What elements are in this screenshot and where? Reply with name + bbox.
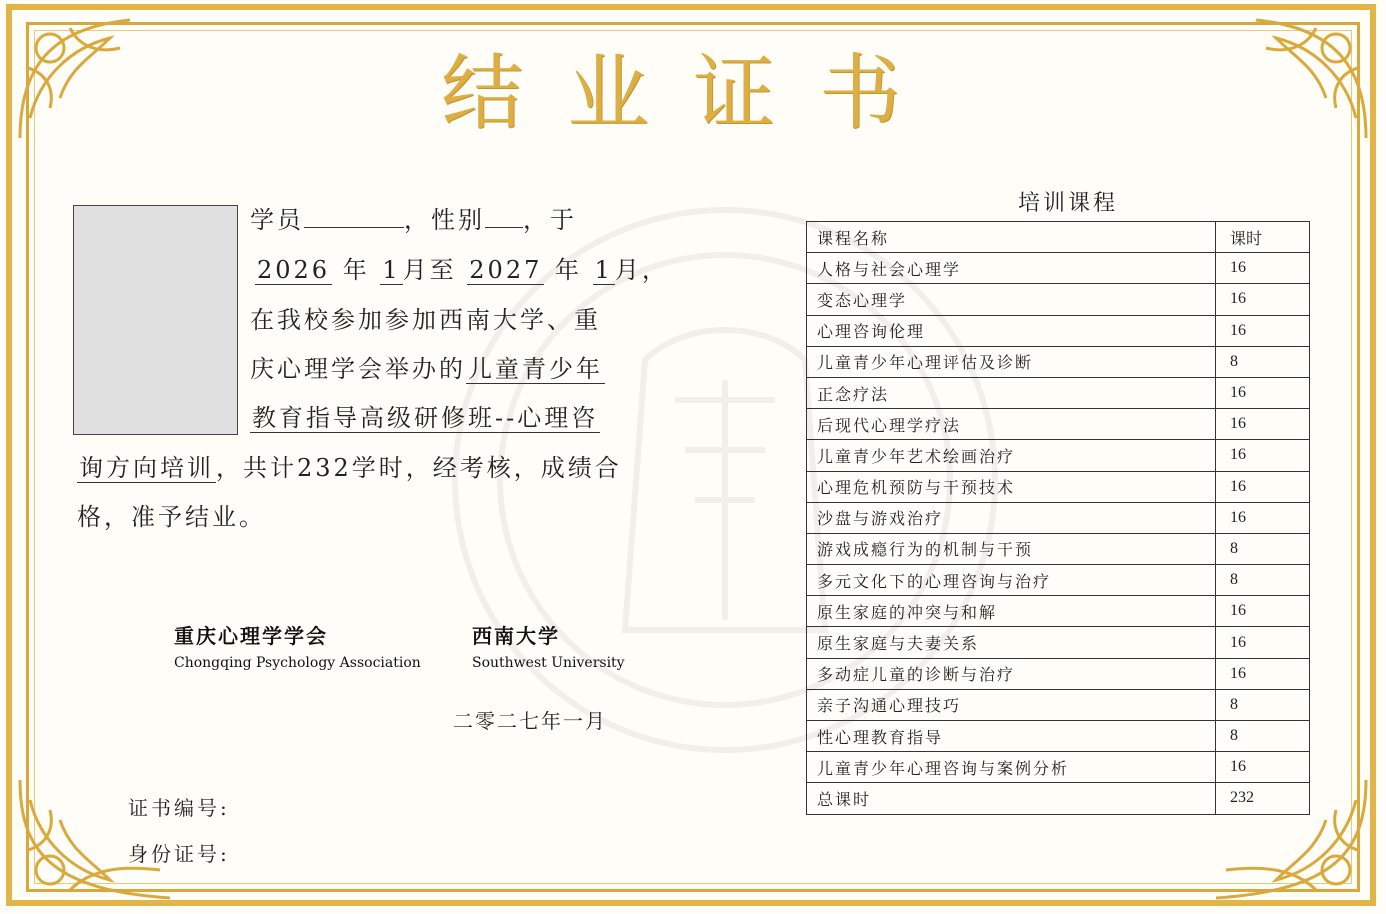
certificate-title: 结业证书 [440, 46, 945, 141]
table-row [807, 315, 1310, 346]
photo-placeholder [73, 205, 238, 435]
course-name-cell: 儿童青少年心理咨询与案例分析 [807, 752, 1216, 783]
table-row [807, 502, 1310, 533]
course-hours-cell: 16 [1216, 752, 1310, 783]
table-row [807, 658, 1310, 689]
course-name-cell: 儿童青少年心理评估及诊断 [807, 346, 1216, 377]
table-row [807, 721, 1310, 752]
body-line-1 [250, 200, 577, 235]
issuer-name-en: Chongqing Psychology Association [174, 655, 421, 671]
body-line-3: 在我校参加参加西南大学、重 [250, 306, 601, 334]
issuer-chongqing-psychology-association [174, 620, 421, 671]
course-hours-cell: 232 [1216, 783, 1310, 814]
table-row [807, 752, 1310, 783]
table-row [807, 377, 1310, 408]
course-hours-cell: 16 [1216, 471, 1310, 502]
body-line-5 [250, 398, 600, 433]
course-hours-cell: 16 [1216, 284, 1310, 315]
end-month: 1 [594, 256, 613, 284]
table-row [807, 565, 1310, 596]
course-name-cell: 心理咨询伦理 [807, 315, 1216, 346]
body-line-4 [250, 349, 605, 384]
total-row [807, 783, 1310, 814]
year-char-2: 年 [555, 256, 582, 284]
courses-table-title: 培训课程 [1018, 191, 1119, 216]
body-line-7: 格，准予结业。 [77, 503, 266, 531]
course-name-cell: 变态心理学 [807, 284, 1216, 315]
program-name-part-1: 儿童青少年 [468, 355, 603, 383]
gender-label: ，性别 [404, 206, 485, 234]
student-label: 学员 [250, 206, 304, 234]
course-name-cell: 沙盘与游戏治疗 [807, 502, 1216, 533]
issuer-name-zh: 西南大学 [472, 624, 560, 648]
course-name-cell: 总课时 [807, 783, 1216, 814]
course-hours-cell: 8 [1216, 346, 1310, 377]
course-hours-cell: 16 [1216, 658, 1310, 689]
course-name-cell: 游戏成瘾行为的机制与干预 [807, 533, 1216, 564]
course-hours-cell: 8 [1216, 565, 1310, 596]
course-name-cell: 原生家庭与夫妻关系 [807, 627, 1216, 658]
body-line-2 [255, 250, 669, 285]
table-row [807, 409, 1310, 440]
course-hours-cell: 8 [1216, 721, 1310, 752]
course-name-cell: 儿童青少年艺术绘画治疗 [807, 440, 1216, 471]
table-row [807, 627, 1310, 658]
table-row [807, 596, 1310, 627]
month-end: 月， [614, 256, 669, 284]
issuer-southwest-university [472, 620, 625, 671]
start-month: 1 [382, 256, 401, 284]
course-hours-cell: 16 [1216, 377, 1310, 408]
certificate-number-label: 证书编号: [128, 796, 230, 820]
course-name-cell: 原生家庭的冲突与和解 [807, 596, 1216, 627]
year-char: 年 [342, 256, 370, 284]
student-name-blank [304, 226, 404, 228]
table-header-row [807, 222, 1310, 253]
course-name-cell: 多元文化下的心理咨询与治疗 [807, 565, 1216, 596]
course-name-cell: 心理危机预防与干预技术 [807, 471, 1216, 502]
course-name-cell: 正念疗法 [807, 377, 1216, 408]
header-course-name: 课程名称 [807, 222, 1216, 253]
end-year: 2027 [469, 256, 543, 284]
table-row [807, 471, 1310, 502]
course-name-cell: 多动症儿童的诊断与治疗 [807, 658, 1216, 689]
course-hours-cell: 8 [1216, 533, 1310, 564]
course-hours-cell: 16 [1216, 596, 1310, 627]
from-label: ，于 [523, 206, 577, 234]
line4-prefix: 庆心理学会举办的 [250, 355, 466, 383]
line6-suffix: ，共计232学时，经考核，成绩合 [216, 454, 622, 482]
course-hours-cell: 16 [1216, 409, 1310, 440]
table-row [807, 440, 1310, 471]
program-name-part-2: 教育指导高级研修班--心理咨 [252, 404, 599, 432]
body-line-6 [77, 448, 622, 483]
issuer-name-zh: 重庆心理学学会 [174, 624, 328, 648]
table-row [807, 689, 1310, 720]
course-hours-cell: 16 [1216, 315, 1310, 346]
course-name-cell: 亲子沟通心理技巧 [807, 689, 1216, 720]
course-name-cell: 后现代心理学疗法 [807, 409, 1216, 440]
course-hours-cell: 16 [1216, 502, 1310, 533]
course-hours-cell: 16 [1216, 627, 1310, 658]
start-year: 2026 [257, 256, 331, 284]
table-row [807, 346, 1310, 377]
id-number-label: 身份证号: [128, 842, 230, 866]
issuer-name-en: Southwest University [472, 655, 625, 671]
table-row [807, 253, 1310, 284]
header-hours: 课时 [1216, 222, 1310, 253]
courses-table [806, 221, 1310, 815]
program-name-part-3: 询方向培训 [79, 454, 214, 482]
course-hours-cell: 16 [1216, 440, 1310, 471]
course-name-cell: 性心理教育指导 [807, 721, 1216, 752]
issue-date: 二零二七年一月 [453, 709, 607, 733]
month-to: 月至 [402, 256, 457, 284]
course-name-cell: 人格与社会心理学 [807, 253, 1216, 284]
course-hours-cell: 8 [1216, 689, 1310, 720]
course-hours-cell: 16 [1216, 253, 1310, 284]
table-row [807, 533, 1310, 564]
gender-blank [485, 226, 523, 228]
table-row [807, 284, 1310, 315]
